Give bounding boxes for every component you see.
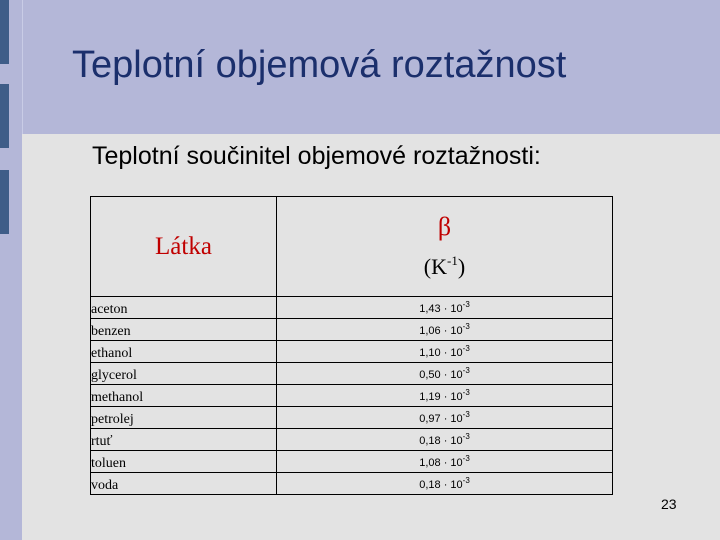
substance-name: aceton	[91, 297, 277, 319]
table-row	[91, 363, 613, 385]
table-row	[91, 319, 613, 341]
beta-value: $1,19 \cdot 10^{-3}$	[277, 385, 613, 407]
table-row	[91, 385, 613, 407]
beta-value: $1,10 \cdot 10^{-3}$	[277, 341, 613, 363]
beta-value: $1,08 \cdot 10^{-3}$	[277, 451, 613, 473]
substance-name: rtuť	[91, 429, 277, 451]
slide-title: Teplotní objemová roztažnost	[72, 44, 567, 86]
substance-name: methanol	[91, 385, 277, 407]
table-row	[91, 407, 613, 429]
beta-value: $0,18 \cdot 10^{-3}$	[277, 429, 613, 451]
table-body	[91, 297, 613, 495]
substance-name: ethanol	[91, 341, 277, 363]
table-header-row	[91, 197, 613, 297]
decor-bar-2	[0, 84, 9, 148]
substance-name: voda	[91, 473, 277, 495]
table-row	[91, 341, 613, 363]
slide-subtitle: Teplotní součinitel objemové roztažnosti:	[92, 142, 541, 170]
beta-value: $0,50 \cdot 10^{-3}$	[277, 363, 613, 385]
decor-bar-1	[0, 0, 9, 64]
beta-value: $1,43 \cdot 10^{-3}$	[277, 297, 613, 319]
substance-name: benzen	[91, 319, 277, 341]
beta-value: $1,06 \cdot 10^{-3}$	[277, 319, 613, 341]
page-number: 23	[661, 496, 677, 512]
substance-name: petrolej	[91, 407, 277, 429]
header-beta	[277, 197, 613, 297]
beta-value: $0,18 \cdot 10^{-3}$	[277, 473, 613, 495]
table-row	[91, 297, 613, 319]
header-substance: Látka	[91, 197, 277, 297]
substance-name: glycerol	[91, 363, 277, 385]
expansion-table	[90, 196, 613, 495]
beta-value: $0,97 \cdot 10^{-3}$	[277, 407, 613, 429]
header-unit: $(K^{-1})$	[423, 252, 466, 279]
table-row	[91, 473, 613, 495]
table-row	[91, 429, 613, 451]
substance-name: toluen	[91, 451, 277, 473]
decor-bar-3	[0, 170, 9, 234]
table-row	[91, 451, 613, 473]
beta-symbol: β	[437, 211, 452, 241]
